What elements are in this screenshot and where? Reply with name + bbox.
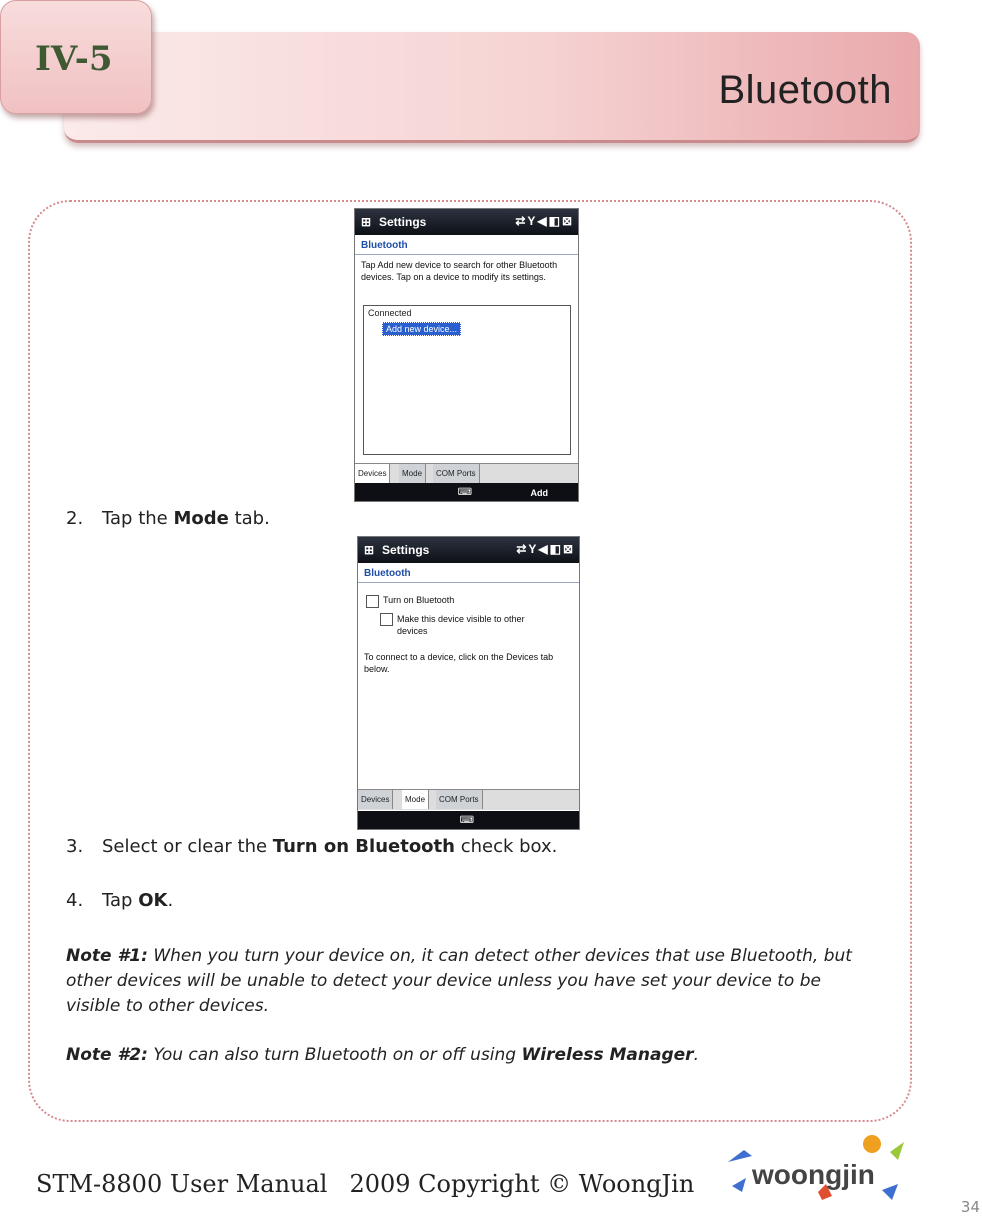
checkbox-icon[interactable]	[366, 595, 379, 608]
make-visible-checkbox[interactable]: Make this device visible to other devices	[380, 613, 550, 637]
windows-logo-icon: ⊞	[361, 215, 372, 229]
page-number: 34	[960, 1198, 980, 1216]
tab-mode[interactable]: Mode	[402, 790, 429, 809]
screenshot-devices-tab	[354, 208, 579, 502]
step-3: 3. Select or clear the Turn on Bluetooth check box.	[66, 836, 558, 857]
add-softkey[interactable]: Add	[530, 488, 548, 498]
checkbox-icon[interactable]	[380, 613, 393, 626]
tab-mode[interactable]: Mode	[399, 464, 426, 483]
screen-heading: Bluetooth	[358, 563, 579, 583]
screen-description: Tap Add new device to search for other Bluetooth devices. Tap on a device to modify its settings.	[361, 260, 558, 282]
note-1: Note #1: When you turn your device on, it can detect other devices that use Bluetooth, but other devices will be unable to detect your device unless you have set your device to be visible to other devices.	[66, 946, 852, 1016]
add-new-device-item[interactable]: Add new device...	[382, 322, 461, 336]
window-title: Settings	[379, 215, 427, 229]
woongjin-logo	[722, 1132, 910, 1210]
tab-devices[interactable]: Devices	[355, 464, 390, 483]
screen-heading: Bluetooth	[355, 235, 578, 255]
turn-on-bluetooth-checkbox[interactable]: Turn on Bluetooth	[366, 595, 454, 608]
section-number: IV-5	[35, 39, 113, 79]
device-list[interactable]	[363, 305, 571, 455]
tab-com-ports[interactable]: COM Ports	[433, 464, 480, 483]
screenshot-mode-tab	[357, 536, 580, 830]
window-title: Settings	[382, 543, 430, 557]
soft-key-bar	[355, 483, 578, 501]
phone-title-bar	[358, 537, 579, 563]
footer-text	[36, 1170, 716, 1198]
step-2: 2. Tap the Mode tab.	[66, 508, 270, 529]
tab-com-ports[interactable]: COM Ports	[436, 790, 483, 809]
windows-logo-icon: ⊞	[364, 543, 375, 557]
header-banner	[64, 32, 920, 143]
phone-title-bar	[355, 209, 578, 235]
keyboard-icon[interactable]: ⌨	[459, 815, 475, 826]
tab-strip	[355, 463, 578, 484]
tab-strip	[358, 789, 579, 810]
keyboard-icon[interactable]: ⌨	[457, 487, 473, 498]
list-header: Connected	[368, 308, 412, 318]
step-4: 4. Tap OK.	[66, 890, 174, 911]
page-title: Bluetooth	[718, 68, 892, 112]
logo-text: woongjin	[752, 1159, 875, 1190]
tab-devices[interactable]: Devices	[358, 790, 393, 809]
status-icons: ⇄Y◀◧⊠	[516, 542, 575, 556]
copyright: 2009 Copyright © WoongJin	[349, 1170, 695, 1198]
note-2: Note #2: You can also turn Bluetooth on or off using Wireless Manager.	[66, 1045, 699, 1065]
screen-description: To connect to a device, click on the Devices tab below.	[364, 652, 554, 674]
section-badge	[0, 0, 152, 114]
soft-key-bar	[358, 811, 579, 829]
status-icons: ⇄Y◀◧⊠	[515, 214, 574, 228]
manual-title: STM-8800 User Manual	[36, 1170, 328, 1198]
